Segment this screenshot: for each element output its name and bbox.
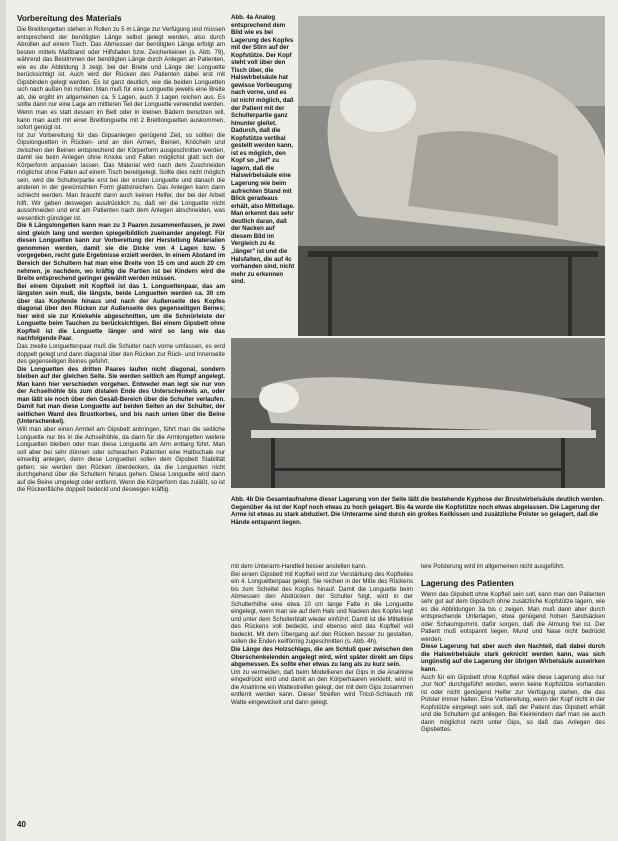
figure-4a-caption: Abb. 4a Analog entsprechend dem Bild wie es bei Lagerung des Kopfes mit der Stirn auf der Kopfstütze. Der Kopf steht voll über den Tisch über, die Halswirbelsäule hat gewisse Vorbeugung nach vorne, und es ist nicht möglich, daß der Patient mit der Schulterpartie ganz hinunter gleitet. Dadurch, daß die Kopfstütze vertikal gestellt werden kann, ist es möglich, den Kopf so „tief" zu lagern, daß die Halswirbelsäule eine Lagerung wie beim aufrechten Stand mit Blick geradeaus erhält, also Mittellage. Man erkennt das sehr deutlich daran, daß der Nacken auf diesem Bild im Vergleich zu 4c „länger" ist und die Halsfalten, die auf 4c vorhanden sind, nicht mehr zu erkennen sind. (231, 14, 295, 286)
section-heading-lagerung: Lagerung des Patienten (421, 578, 514, 588)
paragraph: Um zu vermeiden, daß beim Modellieren der Gips in die Analrinne eingedrückt wird und damit an den Körperhaaren verklebt, wird in die Analrinne ein Wattestreifen gelegt, der mit dem Gips zusammen entfernt werden kann. Dieser Streifen wird Tricot-Schlauch mit Watte eingewickelt und dann gelegt. (231, 668, 413, 706)
paragraph: Die Breitlongetten stehen in Rollen zu 5 m Länge zur Verfügung und müssen entsprechend der benötigten Länge selbst gelegt werden, also durch Abrollen auf einem Tisch. Das Abmessen der benötigten Länge erfolgt am besten mittels Maßband oder Hilfsfaden bzw. Zeichenleinen (s. Abb. 79), während das Bestimmen der benötigten Länge durch Anlegen an Patienten, wie es die Abbildung 3 zeigt, bei der Breite und Länge der Longuette berücksichtigt ist. Auch wird der Rücken des Patienten dabei erst mit Gipsbinden gelegt werden. Es ist ganz deutlich, wie die beiden Longuetten sich nach außen hin richten. Man muß für eine Longuette jeweils eine Breite ab, die ergibt im allgemeinen ca. 5 Lagen, auch 3 Lagen reichen aus. Es sollte dann nur eine Lage am mittleren Teil der Longuette verwendet werden. Wenn man es statt dessen im Bett oder in kleinen Bädern benutzen will, kann man auch mit einer Breitlonguette mit 2 Breitlonguetten auskommen, sofort genügt ist. (17, 26, 225, 132)
paragraph-bold: Bei einem Gipsbett mit Kopfteil ist das 1. Longuettenpaar, das am längsten sein muß, die längste, beide Longuetten werden ca. 30 cm über das Kopfende hinaus und nach der Außenseite des Kopfes diagonal über den Rücken zur Außenseite des gegenseitigen Beines; hier wird sie zur Kniekehle abgeschnitten, um die Schnürleiste der Longuette beim Tauchen zu berücksichtigen. Bei einem Gipsbett ohne Kopfteil ist die Longuette länger und wird so lang wie das nachfolgende Paar. (17, 282, 225, 343)
paragraph-bold: Diese Lagerung hat aber auch den Nachteil, daß dabei durch die Halswirbelsäule stark geknickt werden kann, was sich ungünstig auf die Lagerung der übrigen Wirbelsäule auswirken kann. (421, 643, 605, 674)
paragraph-bold: Die Longuetten des dritten Paares laufen nicht diagonal, sondern bleiben auf der gleichen Seite. Sie werden seitlich am Rumpf angelegt. Man kann hier verschieden vorgehen. Entweder man legt sie nur von der Achselhöhle bis zum distalen Ende des Unterschenkels an, oder man läßt sie noch über den Gesäß-Bereich über die Schulter verlaufen. Damit hat man diese Longuette auf beiden Seiten an der Schulter, der seitlichen Wand des Brustkorbes, und bis nach unten über die Beine (Unterschenkel). (17, 365, 225, 426)
page-number: 40 (17, 820, 26, 829)
right-text-column (421, 563, 605, 820)
paragraph-bold: Die 6 Längslongetten kann man zu 3 Paaren zusammenfassen, je zwei sind gleich lang und werden spiegelbildlich zueinander angelegt. Für diesen Longuetten kann zur Vorbereitung der Herstellung Materialien genommen werden, damit sie die Dicke von 4 Lagen bzw. 5 vorgegeben, recht gute Ergebnisse erzielt werden. In einem Abstand im Bereich der Schultern hat man eine Breite von 15 cm und auch 20 cm nehmen, je nachdem, wo kräftig die Partien ist bei Kindern wird die Breite entsprechend geringer gewählt werden müssen. (17, 222, 225, 283)
paragraph: Bei einem Gipsbett mit Kopfteil wird zur Verstärkung des Kopfteiles ein 4. Longuettenpaar gelegt. Sie reichen in der Mitte des Rückens bis zum Scheitel des Kopfes hinauf. Damit die Longuette beim Abmessen den Abdrücken der Schulter folgt, wird in der Schulterhöhe eine etwa 10 cm lange Falte in die Longuette eingelegt, wenn man sie auf dem Hals und Nacken des Kopfes legt und unter dem Schulterblatt wieder einführt. Damit ist die Mittellinie des Rückens voll bedeckt, und ebenso wird das Kopfteil voll bedeckt. Mit dem Übergang auf den Rücken besser zu gestalten, sollen die Enden keilförmig zugeschnitten (s. Abb. 4h). (231, 570, 413, 646)
left-text-column (17, 14, 225, 820)
figure-4b-caption: Abb. 4b Die Gesamtaufnahme dieser Lagerung von der Seite läßt die bestehende Kyphose der Brustwirbelsäule deutlich werden. Gegenüber 4a ist der Kopf noch etwas zu hoch gelagert. Bis 4a wurde die Kopfstütze noch etwas abgelassen. Die Lagerung der Arme ist etwas zu stark abduziert. Die Unterarme sind durch ein großes Keilkissen und zusätzliche Polster so gelagert, daß die Hände entspannt liegen. (231, 496, 605, 526)
section-heading-material: Vorbereitung des Materials (17, 14, 122, 23)
paragraph-bold: Die Länge des Holzschlags, die am Schluß quer zwischen den Oberschenkelenden angelegt wird, wird später direkt am Gips abgemessen. Es sollte eher etwas zu lang als zu kurz sein. (231, 646, 413, 669)
page-edge-shadow (0, 0, 6, 841)
figure-4a-photo (298, 16, 605, 336)
figure-4b-photo (231, 338, 605, 488)
paragraph: Das zweite Longuettenpaar muß die Schulter nach vorne umfassen, es wird doppelt gelegt und dann diagonal über den Rücken zur Rück- und Innenseite des gegenseitigen Beines geführt. (17, 342, 225, 366)
middle-text-column (231, 563, 413, 820)
paragraph: Ist zur Vorbereitung für das Gipsanlegen genügend Zeit, so sollten die Gipslonguetten in Rücken- und an den Armen, Beinen, Knöcheln und zwischen den Beinen entsprechend der Körperform ausgeschnitten werden, damit sie beim Anlegen ohne Knicke und Falten möglichst glatt sich der Körperform anpassen lassen. Das Material wird nach dem Zuschneiden möglichst ohne Falten auf einem Tisch bereitgelegt. Sollte dies nicht möglich sein, wird die Schulterpartie erst bei der ersten Longuette und danach die anderen in der gewünschten Form glattstreichen. Das Anlegen kann dann schlecht werden. Man braucht dann auch keinen Helfer, der bei der Arbeit hilft. Wir geben deswegen ausdrücklich zu, daß wir die Longuette nicht ausschneiden und erst am Patienten nach dem Anlegen abschneiden, was wesentlich günstiger ist. (17, 131, 225, 222)
paragraph: Will man aber einen Armteil am Gipsbett anbringen, führt man die seitliche Longuette nur bis in die Achselhöhle, da dann für die Armlongetten weitere Longuetten bleiben oder man diese Longuette am Arm entlang führt. Man soll aber bei sehr dünnen oder schwachen Patienten eine Halbschale nur einseitig anlegen, denn diese Longuetten sollen dem Gipsbett Stabilität geben; sie werden den Rücken überdecken, da die Longuetten nicht durchgehend über die Schultern hinaus gehen. Diese Longuette wird dann auf die Beine umgelegt oder entfernt. Wenn die Körperform das zuläßt, so ist die Rückenfläche doppelt bedeckt und deswegen kräftig. (17, 425, 225, 494)
paragraph: Auch für ein Gipsbett ohne Kopfteil wäre diese Lagerung also nur „zur Not" durchgeführt worden, wenn keine Kopfstütze vorhanden ist oder nicht genügend Helfer zur Verfügung stehen, die das Polster immer halten. Eine Vorbereitung, wenn der Kopf nicht in der Kopfstütze eingelegt sein soll, daß der Patient das Gipsbett erhält und die Schultern gut anliegen. Bei Kleinkindern darf man sie auch dann möglichst nicht unter Gips, so daß das Anlegen des Gipsbettes. (421, 673, 605, 734)
paragraph: tere Polsterung wird im allgemeinen nicht ausgeführt. (421, 563, 565, 570)
paragraph: Wenn das Gipsbett ohne Kopfteil sein soll, kann man den Patienten sehr gut auf dem Gipstisch ohne zusätzliche Kopfstütze lagern, wie es die Abbildungen 3a bis c zeigen. Man muß dann aber durch entsprechende Unterlagen, etwa genügend hohen Sandsäcken oder Schaumgummi, dafür sorgen, daß die Atmung frei ist. Der Patient muß entspannt liegen, Mund und Nase nicht bedrückt werden. (421, 590, 605, 643)
paragraph: mit dem Unterarm-Handteil besser anstellen kann. (231, 563, 367, 570)
